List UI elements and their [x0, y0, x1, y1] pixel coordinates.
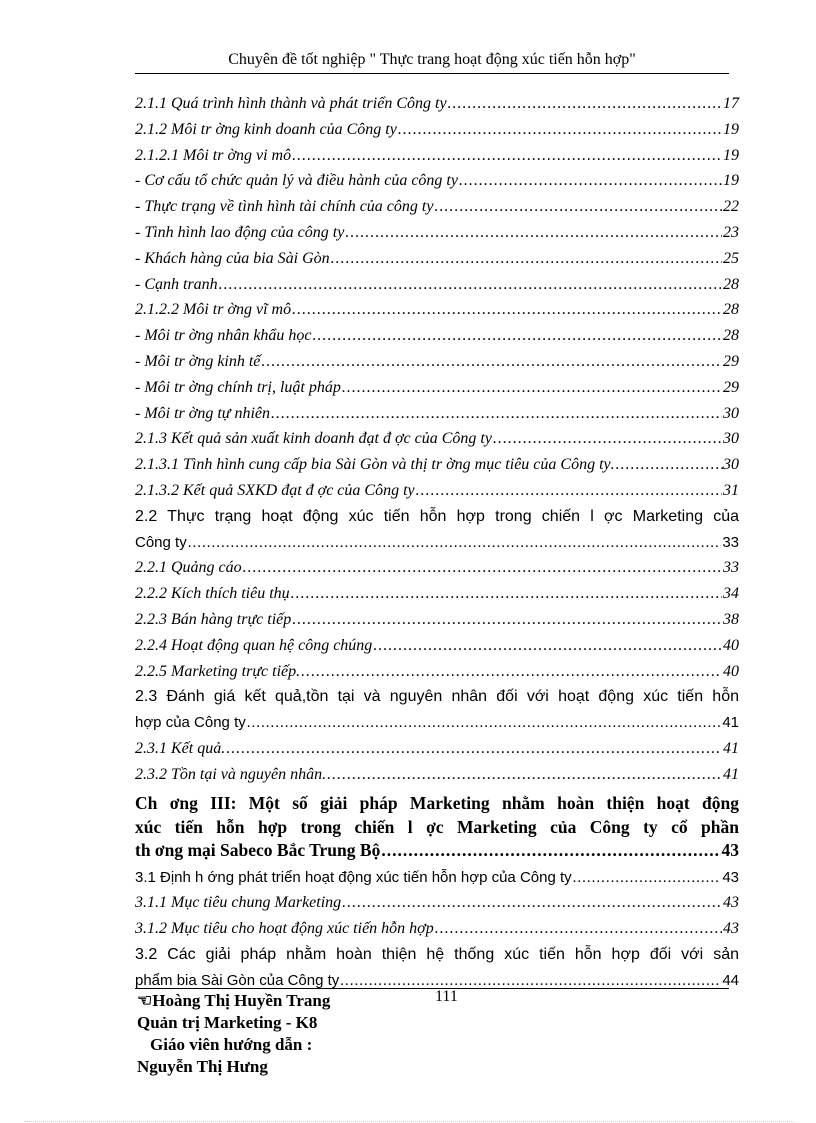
header-rule — [135, 73, 729, 74]
toc-entry[interactable]: - Môi tr ờng chính trị, luật pháp ..... 29 — [135, 378, 739, 404]
toc-entry[interactable]: 2.2.4 Hoạt động quan hệ công chúng ..... 40 — [135, 636, 739, 662]
toc-entry[interactable]: 2.2.2 Kích thích tiêu thụ ..... 34 — [135, 584, 739, 610]
toc-entry[interactable]: 2.1.3 Kết quả sản xuất kinh doanh đạt đ ợc của Công ty ..... 30 — [135, 429, 739, 455]
toc-entry[interactable]: 2.1.2.1 Môi tr ờng vi mô ..... 19 — [135, 146, 739, 172]
toc-entry[interactable]: 2.3.1 Kết quả. ..... 41 — [135, 739, 739, 765]
toc-chapter-entry[interactable]: th ơng mại Sabeco Bắc Trung Bộ ..... 43 — [135, 840, 739, 868]
footer-major: Quản trị Marketing - K8 — [137, 1013, 318, 1032]
toc-entry[interactable]: 2.3.2 Tồn tại và nguyên nhân. ..... 41 — [135, 765, 739, 791]
hand-pointer-icon: ☜ — [137, 991, 153, 1010]
toc-entry[interactable]: 2.1.3.1 Tình hình cung cấp bia Sài Gòn và thị tr ờng mục tiêu của Công ty ..... 30 — [135, 455, 739, 481]
toc-chapter-line[interactable]: xúc tiến hỗn hợp trong chiến l ợc Marketing của Công ty cổ phần — [135, 817, 739, 838]
page-number: 111 — [435, 988, 458, 1005]
toc-chapter-line[interactable]: Ch ơng III: Một số giải pháp Marketing nhằm hoàn thiện hoạt động — [135, 792, 739, 813]
toc-entry[interactable]: 2.1.3.2 Kết quả SXKD đạt đ ợc của Công ty ..... 31 — [135, 481, 739, 507]
toc-entry[interactable]: 3.1 Định h ớng phát triển hoạt động xúc tiến hỗn hợp của Công ty ..... 43 — [135, 868, 739, 894]
toc-entry[interactable]: 2.1.2.2 Môi tr ờng vĩ mô ..... 28 — [135, 300, 739, 326]
page-header: Chuyên đề tốt nghiệp " Thực trang hoạt động xúc tiến hỗn hợp" — [228, 51, 636, 68]
toc-entry[interactable]: Công ty ..... 33 — [135, 533, 739, 559]
toc-entry-line[interactable]: 2.3 Đánh giá kết quả,tồn tại và nguyên nhân đối với hoạt động xúc tiến hỗn — [135, 688, 739, 706]
toc-entry[interactable]: - Cạnh tranh ..... 28 — [135, 275, 739, 301]
toc-entry[interactable]: 2.2.3 Bán hàng trực tiếp ..... 38 — [135, 610, 739, 636]
footer-author: ☜Hoàng Thị Huyền Trang — [137, 991, 331, 1010]
toc-entry[interactable]: phẩm bia Sài Gòn của Công ty ..... 44 — [135, 971, 739, 997]
toc-entry[interactable]: 2.1.2 Môi tr ờng kinh doanh của Công ty ..... 19 — [135, 120, 739, 146]
toc-entry[interactable]: - Môi tr ờng nhân khẩu học ..... 28 — [135, 326, 739, 352]
toc-entry[interactable]: 2.1.1 Quá trình hình thành và phát triển Công ty ..... 17 — [135, 94, 739, 120]
toc-entry-line[interactable]: 3.2 Các giải pháp nhằm hoàn thiện hệ thống xúc tiến hỗn hợp đối với sản — [135, 945, 739, 963]
toc-entry[interactable]: - Thực trạng về tình hình tài chính của công ty ..... 22 — [135, 197, 739, 223]
toc-entry[interactable]: 2.2.1 Quảng cáo ..... 33 — [135, 558, 739, 584]
toc-entry[interactable]: hợp của Công ty ..... 41 — [135, 713, 739, 739]
toc-entry[interactable]: 3.1.1 Mục tiêu chung Marketing ..... 43 — [135, 893, 739, 919]
toc-entry[interactable]: 3.1.2 Mục tiêu cho hoạt động xúc tiến hỗn hợp ..... 43 — [135, 919, 739, 945]
page-bottom-rule — [24, 1121, 794, 1122]
toc-entry[interactable]: - Khách hàng của bia Sài Gòn ..... 25 — [135, 249, 739, 275]
footer-rule — [135, 988, 729, 989]
footer-advisor: Nguyễn Thị Hưng — [137, 1057, 268, 1076]
table-of-contents — [135, 94, 739, 997]
footer-advisor-label: Giáo viên hướng dẫn : — [150, 1035, 313, 1054]
toc-entry[interactable]: 2.2.5 Marketing trực tiếp. ..... 40 — [135, 662, 739, 688]
toc-entry[interactable]: - Tình hình lao động của công ty ..... 23 — [135, 223, 739, 249]
page-footer — [137, 990, 330, 1078]
toc-entry[interactable]: - Môi tr ờng kinh tế ..... 29 — [135, 352, 739, 378]
toc-entry-line[interactable]: 2.2 Thực trạng hoạt động xúc tiến hỗn hợp trong chiến l ợc Marketing của — [135, 507, 739, 525]
toc-entry[interactable]: - Môi tr ờng tự nhiên ..... 30 — [135, 404, 739, 430]
toc-entry[interactable]: - Cơ cấu tổ chức quản lý và điều hành của công ty ..... 19 — [135, 171, 739, 197]
